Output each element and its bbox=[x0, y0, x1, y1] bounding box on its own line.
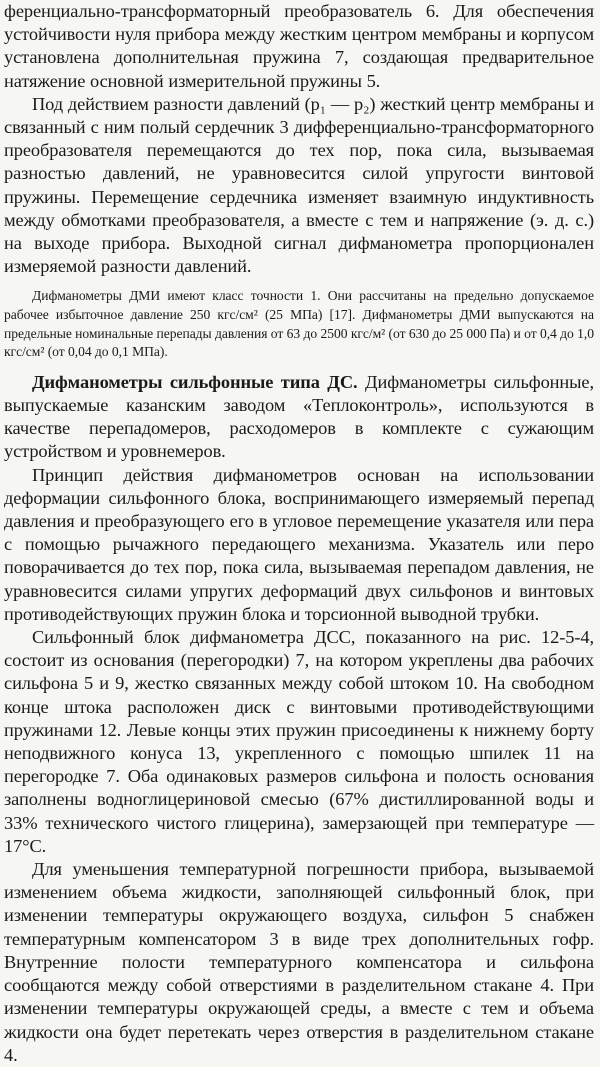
paragraph-ds-intro bbox=[4, 371, 594, 464]
paragraph-dmi-specs: Дифманометры ДМИ имеют класс точности 1. Они рассчитаны на предельно допускаемое рабочее избыточное давление 250 кгс/см² (25 МПа) [17]. Дифманометры ДМИ выпускаются на предельные номинальные перепады давления от 63 до 2500 кгс/м² (от 630 до 25 000 Па) и от 0,4 до 1,0 кгс/см² (от 0,04 до 0,1 МПа). bbox=[4, 288, 594, 360]
paragraph-bellows-block: Сильфонный блок дифманометра ДСС, показанного на рис. 12-5-4, состоит из основания (перегородки) 7, на котором укреплены два рабочих сильфона 5 и 9, жестко связанных между собой штоком 10. На свободном конце штока расположен диск с винтовыми противодействующими пружинами 12. Левые концы этих пружин присоединены к нижнему борту неподвижного конуса 13, укрепленного с помощью шпилек 11 на перегородке 7. Оба одинаковых размеров сильфона и полость основания заполнены водноглицериновой смесью (67% дистиллированной воды и 33% технического чистого глицерина), замерзающей при температуре — 17°С. bbox=[4, 627, 594, 856]
paragraph-principle: Принцип действия дифманометров основан на использовании деформации сильфонного блока, воспринимающего измеряемый перепад давления и преобразующего его в угловое перемещение указателя или пера с помощью рычажного передающего механизма. Указатель или перо поворачивается до тех пор, пока сила, вызываемая перепадом давления, не уравновесится силами упругих деформаций двух сильфонов и винтовых противодействующих пружин блока и торсионной выводной трубки. bbox=[4, 464, 594, 624]
paragraph-temperature: Для уменьшения температурной погрешности прибора, вызываемой изменением объема жидкости, заполняющей сильфонный блок, при изменении температуры окружающего воздуха, сильфон 5 снабжен температурным компенсатором 3 в виде трех дополнительных гофр. Внутренние полости температурного компенсатора и сильфона сообщаются между собой отверстиями в разделительном стакане 4. При изменении температуры окружающей среды, а вместе с тем и объема жидкости она будет перетекать через отверстия в разделительном стакане 4. bbox=[4, 859, 594, 1065]
ds-intro-text: Дифманометры сильфонные, выпускаемые казанским заводом «Теплоконтроль», используются в качестве перепадомеров, расходомеров в комплекте с сужающим устройством и уровнемеров. bbox=[4, 371, 594, 462]
paragraph-pressure-difference: Под действием разности давлений (p₁ — p₂) жесткий центр мембраны и связанный с ним полый сердечник 3 дифференциально-трансформаторного преобразователя перемещаются до тех пор, пока сила, вызываемая разностью давлений, не уравновесится силой упругости винтовой пружины. Перемещение сердечника изменяет взаимную индуктивность между обмотками преобразователя, а вместе с тем и напряжение (э. д. с.) на выходе прибора. Выходной сигнал дифманометра пропорционален измеряемой разности давлений. bbox=[4, 93, 594, 277]
paragraph-continued: ференциально-трансформаторный преобразователь 6. Для обеспечения устойчивости нуля прибора между жестким центром мембраны и корпусом установлена дополнительная пружина 7, создающая предварительное натяжение основной измерительной пружины 5. bbox=[4, 1, 594, 91]
section-heading-ds: Дифманометры сильфонные типа ДС. bbox=[32, 371, 358, 392]
